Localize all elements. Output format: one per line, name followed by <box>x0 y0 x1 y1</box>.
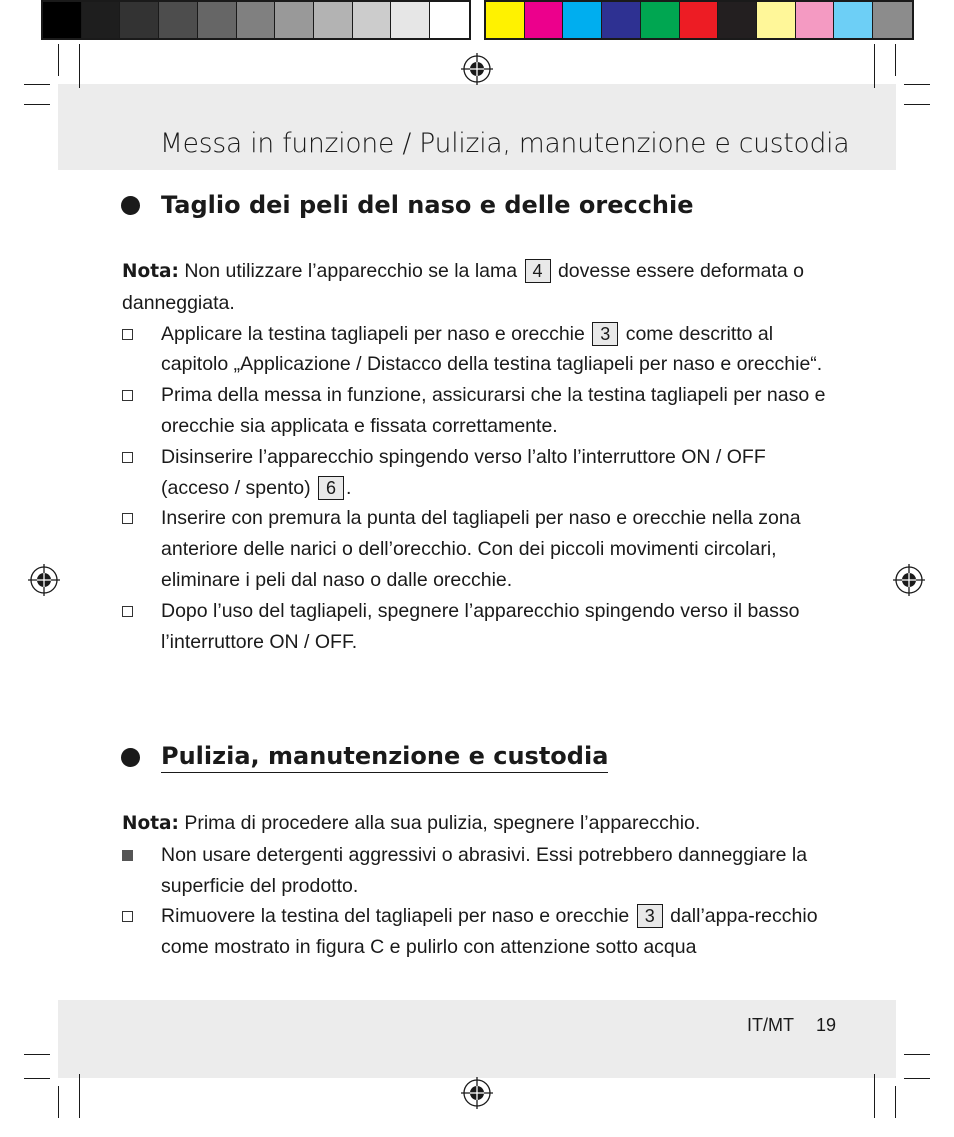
section-bullet-icon <box>121 748 140 767</box>
item-text: Applicare la testina tagliapeli per naso e orecchie <box>161 322 591 345</box>
color-swatch <box>275 2 314 38</box>
color-swatch <box>159 2 198 38</box>
footer-band <box>58 1000 896 1078</box>
checkbox-square-icon <box>122 452 133 463</box>
color-swatch <box>834 2 873 38</box>
item-text: Non usare detergenti aggressivi o abrasivi. Essi potrebbero danneggiare la superficie del prodotto. <box>161 843 808 897</box>
color-swatch <box>486 2 525 38</box>
color-swatch <box>563 2 602 38</box>
part-reference-box: 4 <box>525 259 551 283</box>
color-swatch <box>757 2 796 38</box>
registration-mark-icon <box>461 1077 493 1109</box>
filled-square-bullet-icon <box>122 850 133 861</box>
list-item <box>122 596 834 658</box>
color-swatch <box>680 2 719 38</box>
registration-mark-icon <box>461 53 493 85</box>
part-reference-box: 6 <box>318 476 344 500</box>
color-swatch <box>43 2 82 38</box>
note-text: Prima di procedere alla sua pulizia, spegnere l’apparecchio. <box>178 812 701 834</box>
item-text: dall’appa-recchio come mostrato in figura C e pulirlo con attenzione sotto acqua <box>161 905 818 959</box>
section2-body <box>122 808 834 963</box>
section-bullet-icon <box>121 196 140 215</box>
item-text: Inserire con premura la punta del tagliapeli per naso e orecchie nella zona anteriore delle narici o dell’orecchio. Con dei piccoli movimenti circolari, eliminare i peli dal naso o dalle orecchie. <box>161 507 801 591</box>
color-swatch <box>525 2 564 38</box>
color-swatch <box>718 2 757 38</box>
color-swatch <box>641 2 680 38</box>
checkbox-square-icon <box>122 513 133 524</box>
section-heading-cleaning <box>121 742 608 773</box>
color-swatch <box>602 2 641 38</box>
list-item <box>122 503 834 595</box>
note-paragraph <box>122 256 834 319</box>
item-text: Rimuovere la testina del tagliapeli per naso e orecchie <box>161 905 635 928</box>
registration-mark-icon <box>28 564 60 596</box>
section-heading-text: Pulizia, manutenzione e custodia <box>161 742 608 773</box>
item-text: come descritto al capitolo „Applicazione / Distacco della testina tagliapeli per naso e orecchie“. <box>161 322 823 376</box>
item-text: Disinserire l’apparecchio spingendo verso l’alto l’interruttore ON / OFF (acceso / spento) <box>161 445 766 499</box>
color-swatch <box>796 2 835 38</box>
list-item <box>122 380 834 442</box>
color-swatch <box>198 2 237 38</box>
color-swatch <box>314 2 353 38</box>
checkbox-square-icon <box>122 390 133 401</box>
list-item <box>122 840 834 902</box>
section-heading-nose-ear-trimming <box>121 191 694 219</box>
section-heading-text: Taglio dei peli del naso e delle orecchie <box>161 191 694 219</box>
page-number: 19 <box>815 1015 836 1035</box>
color-swatch <box>430 2 469 38</box>
note-text: Non utilizzare l’apparecchio se la lama <box>178 260 523 282</box>
color-swatch <box>120 2 159 38</box>
part-reference-box: 3 <box>637 904 663 928</box>
section1-body <box>122 256 834 657</box>
registration-mark-icon <box>893 564 925 596</box>
checkbox-square-icon <box>122 329 133 340</box>
note-text: dovesse essere deformata o danneggiata. <box>122 260 805 314</box>
color-swatch <box>237 2 276 38</box>
color-swatch <box>353 2 392 38</box>
grayscale-calibration-bar <box>41 0 471 40</box>
part-reference-box: 3 <box>592 322 618 346</box>
checkbox-square-icon <box>122 606 133 617</box>
note-label: Nota: <box>122 261 179 282</box>
page-footer <box>747 1015 836 1036</box>
item-text: Prima della messa in funzione, assicurarsi che la testina tagliapeli per naso e orecchie sia applicata e fissata correttamente. <box>161 384 826 437</box>
list-item <box>122 442 834 504</box>
color-swatch <box>873 2 912 38</box>
note-paragraph <box>122 808 834 840</box>
checkbox-square-icon <box>122 911 133 922</box>
item-text: Dopo l’uso del tagliapeli, spegnere l’apparecchio spingendo verso il basso l’interruttore ON / OFF. <box>161 599 800 653</box>
note-label: Nota: <box>122 813 179 834</box>
item-text: . <box>346 476 352 499</box>
page-title: Messa in funzione / Pulizia, manutenzione e custodia <box>160 128 850 159</box>
language-code: IT/MT <box>746 1015 794 1035</box>
list-item <box>122 319 834 381</box>
color-calibration-bar <box>484 0 914 40</box>
list-item <box>122 901 834 963</box>
color-swatch <box>391 2 430 38</box>
color-swatch <box>82 2 121 38</box>
